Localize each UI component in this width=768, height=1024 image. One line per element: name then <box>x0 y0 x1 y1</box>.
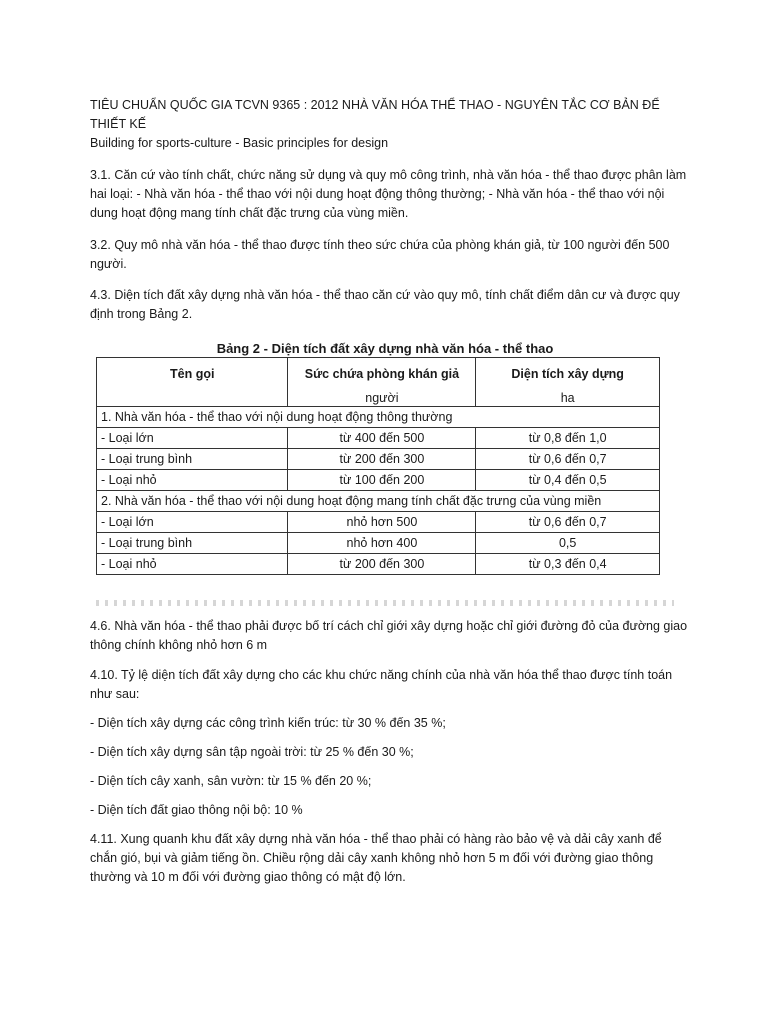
row-type: - Loại nhỏ <box>97 470 288 491</box>
header-area: Diện tích xây dựng <box>476 358 660 391</box>
table-crop-edge <box>96 600 674 606</box>
bullet-traffic: - Diện tích đất giao thông nội bộ: 10 % <box>90 803 303 817</box>
row-capacity: từ 200 đến 300 <box>288 449 476 470</box>
table-unit-row <box>97 390 660 407</box>
paragraph-3-1: 3.1. Căn cứ vào tính chất, chức năng sử dụng và quy mô công trình, nhà văn hóa - thể thao được phân làm hai loại: - Nhà văn hóa - thể thao với nội dung hoạt động thông thường; - Nhà văn hóa - thể thao với nội dung hoạt động mang tính chất đặc trưng của vùng miền. <box>90 168 687 220</box>
row-type: - Loại trung bình <box>97 449 288 470</box>
paragraph-4-3: 4.3. Diện tích đất xây dựng nhà văn hóa - thể thao căn cứ vào quy mô, tính chất điểm dân cư và được quy định trong Bảng 2. <box>90 288 680 321</box>
bullet-outdoor: - Diện tích xây dựng sân tập ngoài trời: từ 25 % đến 30 %; <box>90 745 414 759</box>
paragraph-4-6: 4.6. Nhà văn hóa - thể thao phải được bố trí cách chỉ giới xây dựng hoặc chỉ giới đường đỏ của đường giao thông chính không nhỏ hơn 6 m <box>90 619 688 652</box>
table-row <box>97 470 660 491</box>
row-capacity: nhỏ hơn 500 <box>288 512 476 533</box>
header-name: Tên gọi <box>97 358 288 391</box>
row-type: - Loại lớn <box>97 512 288 533</box>
table-row <box>97 554 660 575</box>
row-type: - Loại lớn <box>97 428 288 449</box>
header-capacity: Sức chứa phòng khán giả <box>288 358 476 391</box>
unit-name <box>97 390 288 407</box>
row-type: - Loại trung bình <box>97 533 288 554</box>
row-area: 0,5 <box>476 533 660 554</box>
group-1-label: 1. Nhà văn hóa - thể thao với nội dung hoạt động thông thường <box>97 407 660 428</box>
row-type: - Loại nhỏ <box>97 554 288 575</box>
row-capacity: từ 200 đến 300 <box>288 554 476 575</box>
paragraph-4-10: 4.10. Tỷ lệ diện tích đất xây dựng cho các khu chức năng chính của nhà văn hóa thể thao được tính toán như sau: <box>90 668 673 701</box>
unit-capacity: người <box>288 390 476 407</box>
table-2 <box>96 340 674 575</box>
row-capacity: từ 400 đến 500 <box>288 428 476 449</box>
row-capacity: nhỏ hơn 400 <box>288 533 476 554</box>
row-area: từ 0,4 đến 0,5 <box>476 470 660 491</box>
bullet-greenery: - Diện tích cây xanh, sân vườn: từ 15 % đến 20 %; <box>90 774 372 788</box>
unit-area: ha <box>476 390 660 407</box>
document-subtitle: Building for sports-culture - Basic principles for design <box>90 136 389 150</box>
table-group-row <box>97 407 660 428</box>
table-row <box>97 449 660 470</box>
table-row <box>97 512 660 533</box>
table-row <box>97 428 660 449</box>
bullet-architecture: - Diện tích xây dựng các công trình kiến trúc: từ 30 % đến 35 %; <box>90 716 446 730</box>
document-header <box>90 96 690 153</box>
group-2-label: 2. Nhà văn hóa - thể thao với nội dung hoạt động mang tính chất đặc trưng của vùng miền <box>97 491 660 512</box>
row-area: từ 0,8 đến 1,0 <box>476 428 660 449</box>
table-group-row <box>97 491 660 512</box>
row-area: từ 0,3 đến 0,4 <box>476 554 660 575</box>
paragraph-4-11: 4.11. Xung quanh khu đất xây dựng nhà văn hóa - thể thao phải có hàng rào bảo vệ và dải cây xanh để chắn gió, bụi và giảm tiếng ồn. Chiều rộng dải cây xanh không nhỏ hơn 5 m đối với đường giao thông thường và 10 m đối với đường giao thông có mật độ lớn. <box>90 832 662 884</box>
table-title: Bảng 2 - Diện tích đất xây dựng nhà văn hóa - thể thao <box>216 341 554 356</box>
document-title: TIÊU CHUẨN QUỐC GIA TCVN 9365 : 2012 NHÀ VĂN HÓA THỂ THAO - NGUYÊN TẮC CƠ BẢN ĐỂ THIẾT KẾ <box>90 98 660 131</box>
row-area: từ 0,6 đến 0,7 <box>476 512 660 533</box>
row-capacity: từ 100 đến 200 <box>288 470 476 491</box>
paragraph-3-2: 3.2. Quy mô nhà văn hóa - thể thao được tính theo sức chứa của phòng khán giả, từ 100 người đến 500 người. <box>90 238 670 271</box>
table-row <box>97 533 660 554</box>
row-area: từ 0,6 đến 0,7 <box>476 449 660 470</box>
land-area-table <box>96 357 660 575</box>
table-header-row <box>97 358 660 391</box>
